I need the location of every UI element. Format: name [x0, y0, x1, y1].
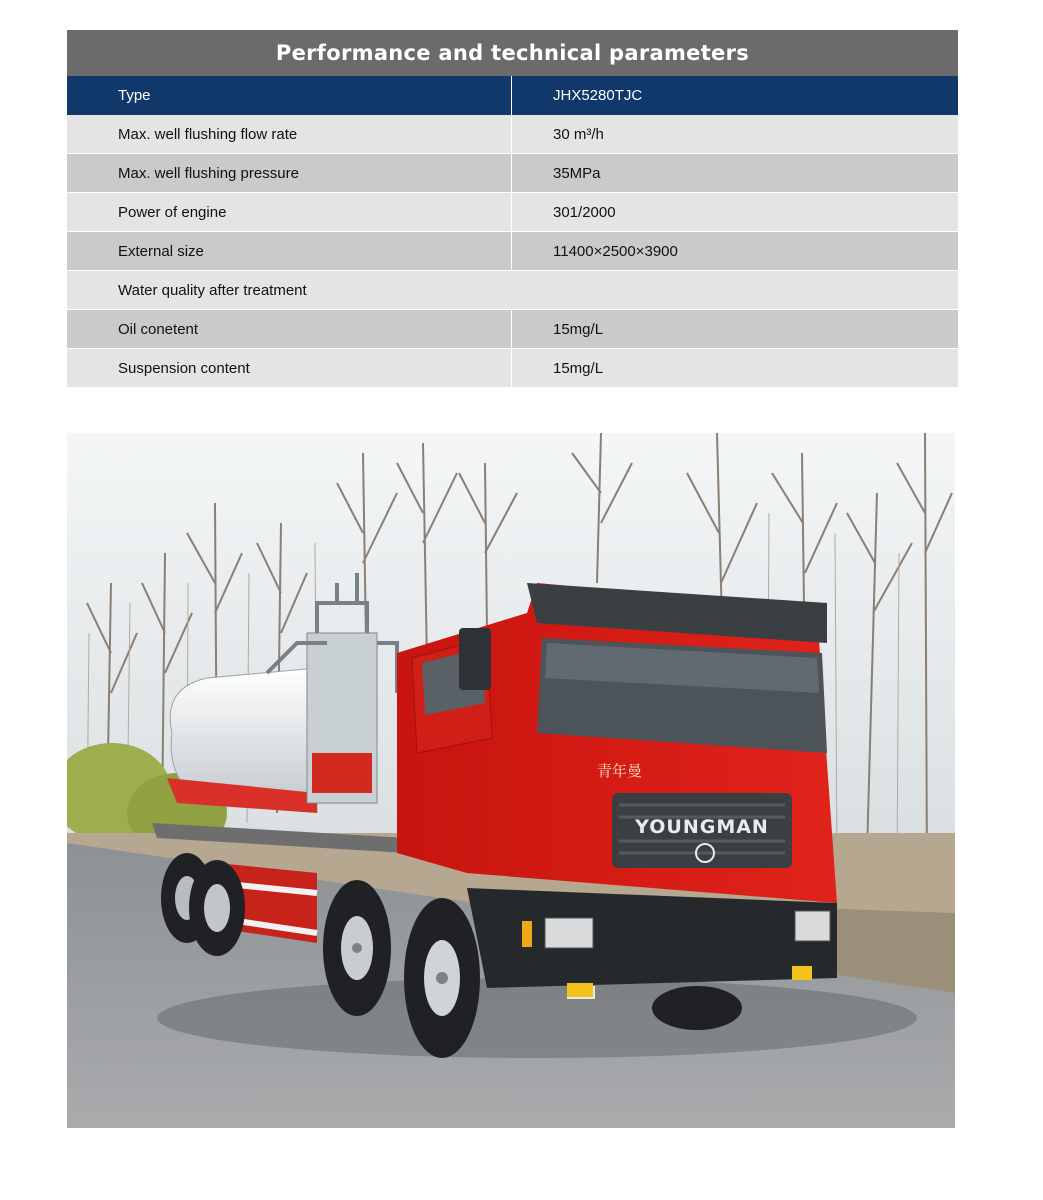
spec-row-pressure: [67, 154, 958, 193]
spec-label: Max. well flushing pressure: [67, 154, 512, 192]
spec-value: 11400×2500×3900: [553, 242, 678, 260]
spec-value: 30 m³/h: [553, 125, 604, 143]
tank: [170, 668, 317, 793]
fog-light-left-amber: [567, 983, 593, 997]
wheel: [189, 860, 245, 956]
spec-row-external-size: [67, 232, 958, 271]
spec-value: [512, 271, 958, 309]
wheel: [323, 880, 391, 1016]
headlight-left: [545, 918, 593, 948]
spec-row-suspension-content: [67, 349, 958, 388]
spec-value: JHX5280TJC: [553, 87, 643, 104]
spec-label: Type: [67, 76, 512, 115]
brand-logo-text: YOUNGMAN: [635, 816, 769, 838]
mirror: [459, 628, 491, 690]
spec-label: Oil conetent: [67, 310, 512, 348]
spec-label: Max. well flushing flow rate: [67, 115, 512, 153]
spec-table: [67, 30, 958, 388]
truck-shadow: [157, 978, 917, 1058]
cab-chinese-text: 青年曼: [597, 762, 643, 780]
spec-row-oil-content: [67, 310, 958, 349]
spec-value: 35MPa: [553, 164, 601, 182]
spec-table-title: Performance and technical parameters: [67, 30, 958, 76]
spec-row-water-quality: [67, 271, 958, 310]
fog-light-right: [792, 966, 812, 980]
spec-label: Water quality after treatment: [118, 281, 307, 299]
headlight-right: [795, 911, 830, 941]
spec-row-flow-rate: [67, 115, 958, 154]
pump-base: [312, 753, 372, 793]
spec-row-type: [67, 76, 958, 115]
spec-label: Power of engine: [67, 193, 512, 231]
spec-value: 301/2000: [553, 203, 616, 221]
truck-illustration: [67, 433, 955, 1128]
turn-signal-left: [522, 921, 532, 947]
wheel: [404, 898, 480, 1058]
spec-label: Suspension content: [67, 349, 512, 387]
spec-value: 15mg/L: [553, 359, 604, 377]
spec-value: 15mg/L: [553, 320, 604, 338]
spec-label: External size: [67, 232, 512, 270]
wheel: [652, 986, 742, 1030]
truck-photo: [67, 433, 955, 1128]
spec-row-engine-power: [67, 193, 958, 232]
